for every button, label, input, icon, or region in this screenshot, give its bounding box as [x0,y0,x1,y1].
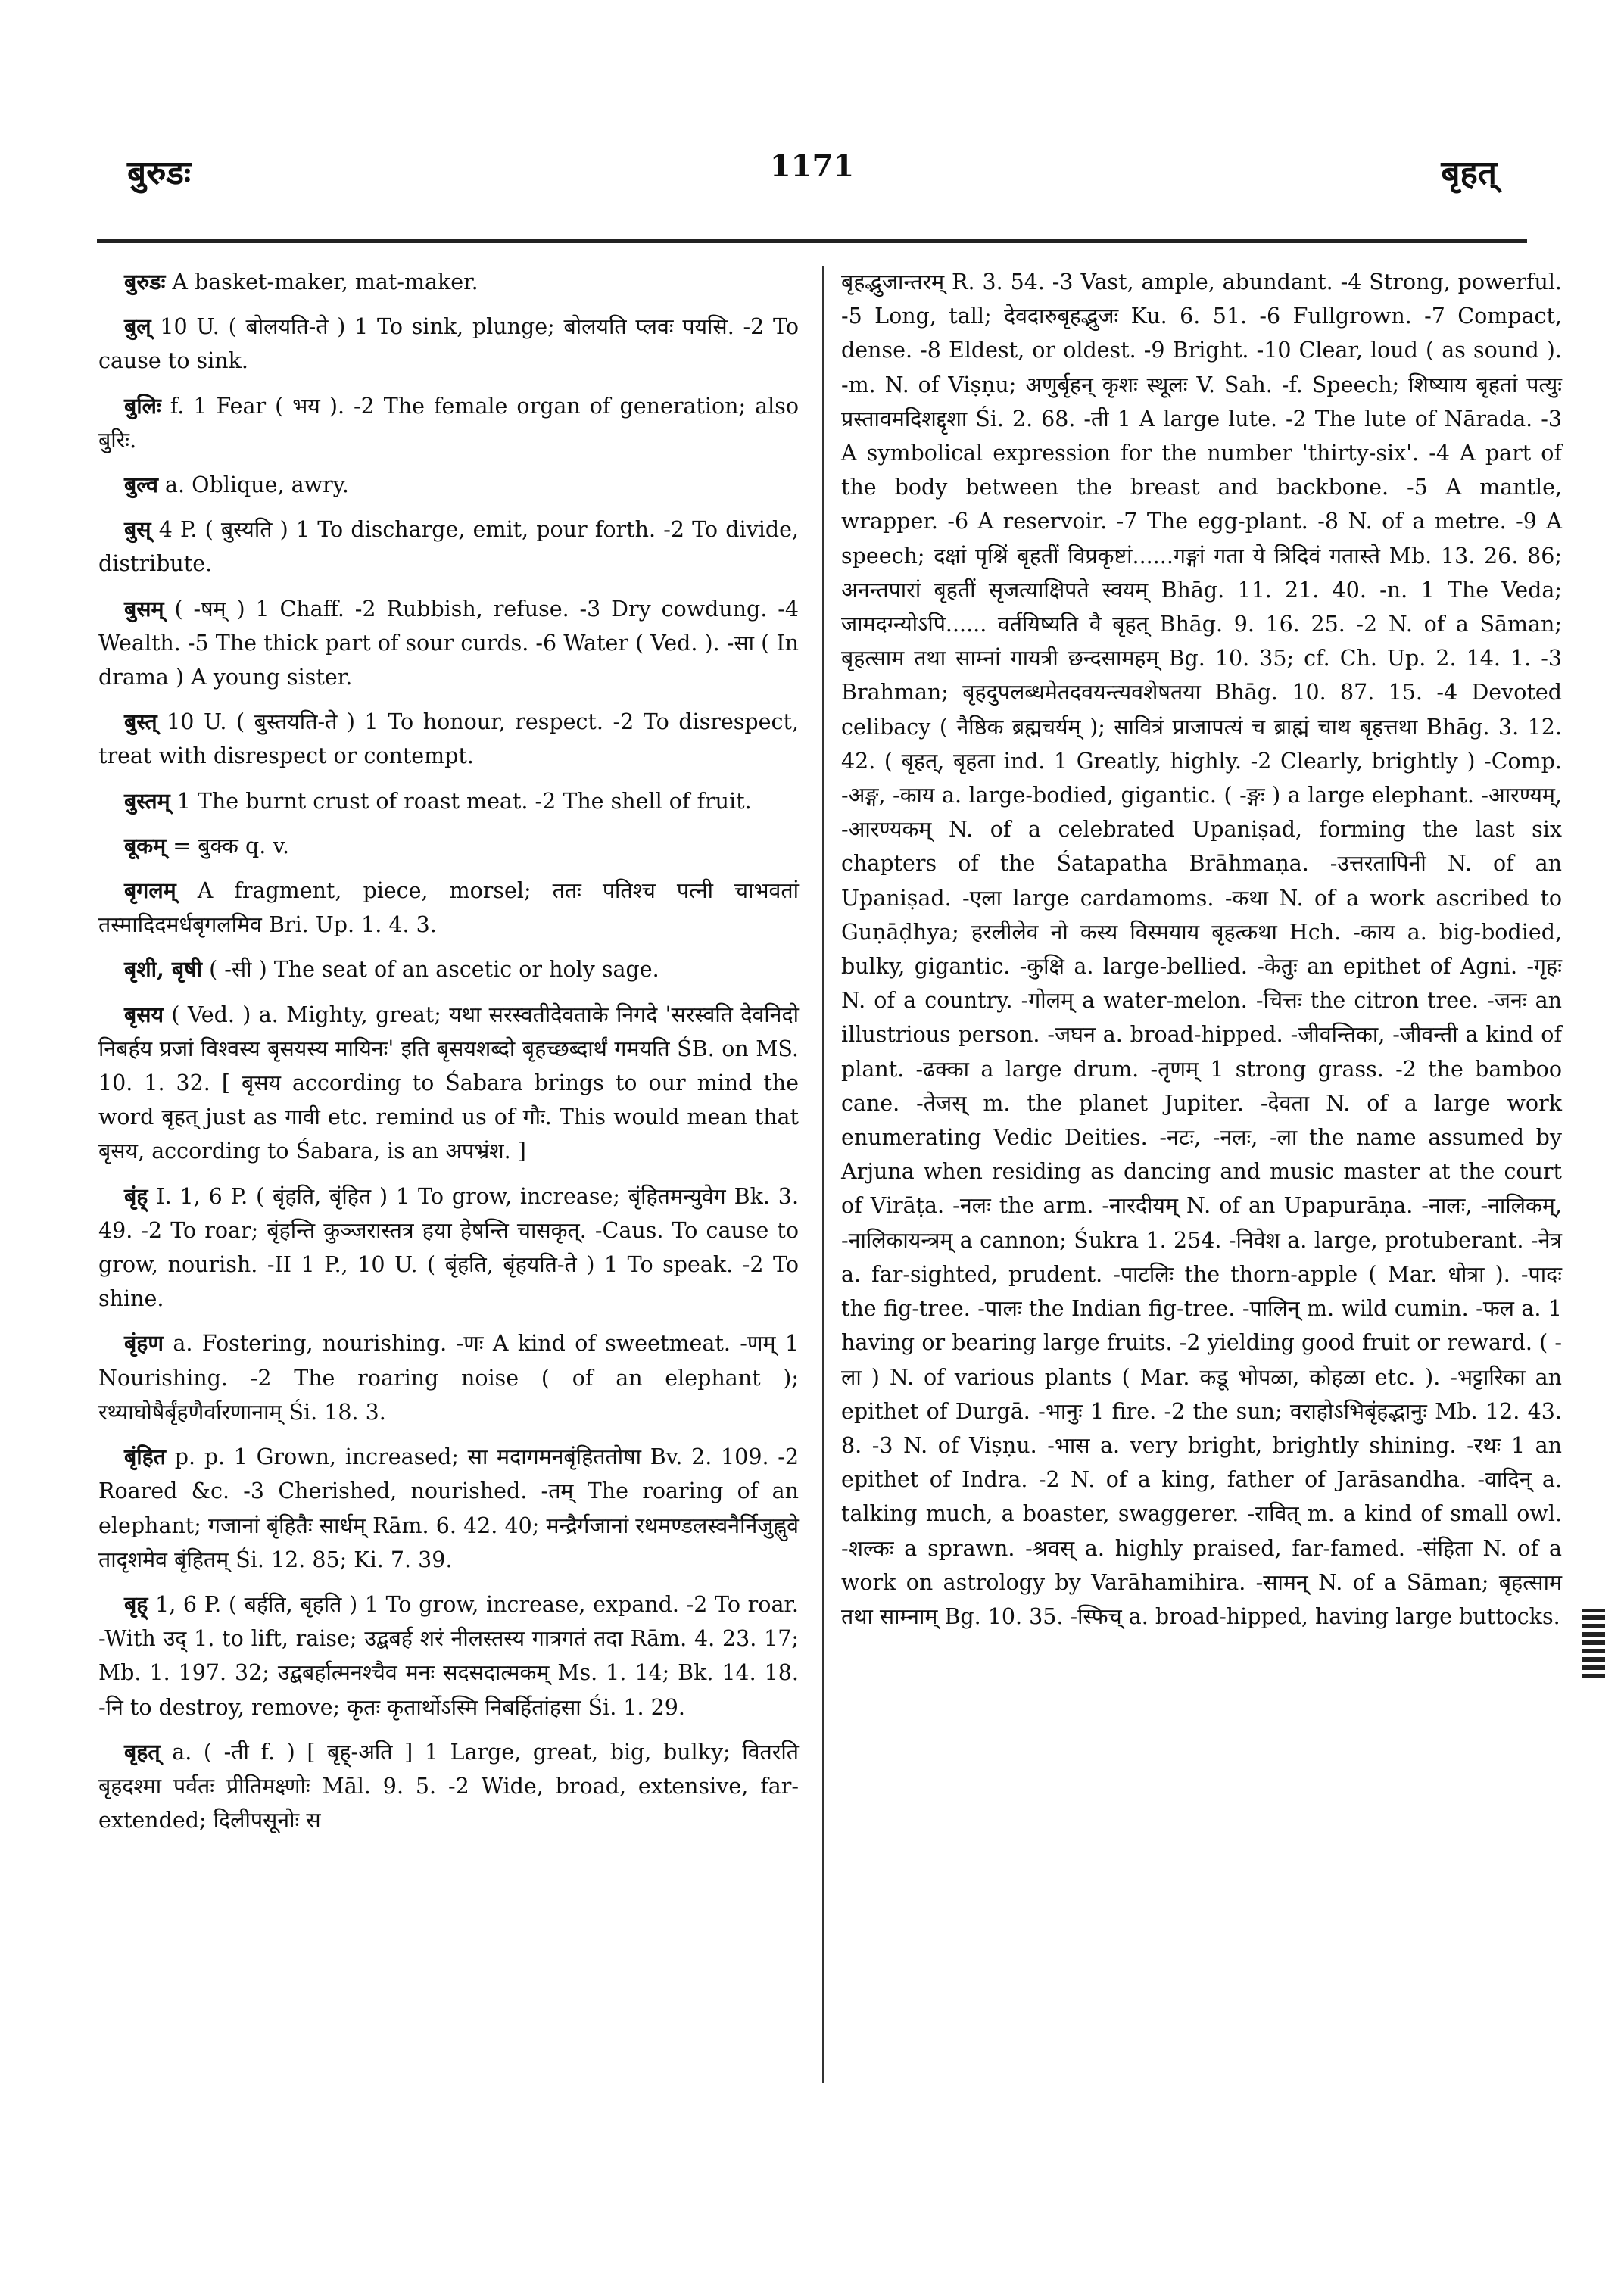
header-left-guide-word: बुरुडः [127,154,191,192]
definition: ( Ved. ) a. Mighty, great; यथा सरस्वतीदेवताके निगदे 'सरस्वति देवनिदो निबर्हय प्रजां विश्वस्य बृसयस्य मायिनः' इति बृसयशब्दो बृहच्छब्दार्थं गमयति ŚB. on MS. 10. 1. 32. [ बृसय according to Śabara brings to our mind the word बृहत् just as गावी etc. remind us of गौः. This would mean that बृसय, according to Śabara, is an अपभ्रंश. ] [98,1002,799,1164]
definition: a. Oblique, awry. [157,472,349,498]
dictionary-entry [98,784,799,818]
headword: बुस् [124,516,151,543]
page-number: 1171 [769,148,855,184]
definition: p. p. 1 Grown, increased; सा मदागमनबृंहिततोषा Bv. 2. 109. -2 Roared &c. -3 Cherished, nourished. -तम् The roaring of an elephant; गजानां बृंहितैः सार्धम् Rām. 6. 42. 40; मन्द्रैर्गजानां रथमण्डलस्वनैर्निजुह्नुवे तादृशमेव बृंहितम् Śi. 12. 85; Ki. 7. 39. [98,1444,799,1572]
headword: बुरुडः [124,269,166,294]
entry-continuation: बृहद्भुजान्तरम् R. 3. 54. -3 Vast, ample, abundant. -4 Strong, powerful. -5 Long, tall; देवदारुबृहद्भुजः Ku. 6. 51. -6 Fullgrown. -7 Compact, dense. -8 Eldest, or oldest. -9 Bright. -10 Clear, loud ( as sound ). -m. N. of Viṣṇu; अणुर्बृहन् कृशः स्थूलः V. Sah. -f. Speech; शिष्याय बृहतां पत्युः प्रस्तावमदिशद्दृशा Śi. 2. 68. -ती 1 A large lute. -2 The lute of Nārada. -3 A symbolical expression for the number 'thirty-six'. -4 A part of the body between the breast and backbone. -5 A mantle, wrapper. -6 A reservoir. -7 The egg-plant. -8 N. of a metre. -9 A speech; दक्षां पृश्निं बृहतीं विप्रकृष्टां......गङ्गां गता ये त्रिदिवं गतास्ते Mb. 13. 26. 86; अनन्तपारां बृहतीं सृजत्याक्षिपते स्वयम् Bhāg. 11. 21. 40. -n. 1 The Veda; जामदग्न्योऽपि...... वर्तयिष्यति वै बृहत् Bhāg. 9. 16. 25. -2 N. of a Sāman; बृहत्साम तथा साम्नां गायत्री छन्दसामहम् Bg. 10. 35; cf. Ch. Up. 2. 14. 1. -3 Brahman; बृहदुपलब्धमेतदवयन्त्यवशेषतया Bhāg. 10. 87. 15. -4 Devoted celibacy ( नैष्ठिक ब्रह्मचर्यम् ); सावित्रं प्राजापत्यं च ब्राह्मं चाथ बृहत्तथा Bhāg. 3. 12. 42. ( बृहत्, बृहता ind. 1 Greatly, highly. -2 Clearly, brightly ) -Comp. -अङ्ग, -काय a. large-bodied, gigantic. ( -ङ्गः ) a large elephant. -आरण्यम्, -आरण्यकम् N. of a celebrated Upaniṣad, forming the last six chapters of the Śatapatha Brāhmaṇa. -उत्तरतापिनी N. of an Upaniṣad. -एला large cardamoms. -कथा N. of a work ascribed to Guṇāḍhya; हरलीलेव नो कस्य विस्मयाय बृहत्कथा Hch. -काय a. big-bodied, bulky, gigantic. -कुक्षि a. large-bellied. -केतुः an epithet of Agni. -गृहः N. of a country. -गोलम् a water-melon. -चित्तः the citron tree. -जनः an illustrious person. -जघन a. broad-hipped. -जीवन्तिका, -जीवन्ती a kind of plant. -ढक्का a large drum. -तृणम् 1 strong grass. -2 the bamboo cane. -तेजस् m. the planet Jupiter. -देवता N. of a large work enumerating Vedic Deities. -नटः, -नलः, -ला the name assumed by Arjuna when residing as dancing and music master at the court of Virāṭa. -नलः the arm. -नारदीयम् N. of an Upapurāṇa. -नालः, -नालिकम्, -नालिकायन्त्रम् a cannon; Śukra 1. 254. -निवेश a. large, protuberant. -नेत्र a. far-sighted, prudent. -पाटलिः the thorn-apple ( Mar. धोत्रा ). -पादः the fig-tree. -पालः the Indian fig-tree. -पालिन् m. wild cumin. -फल a. 1 having or bearing large fruits. -2 yielding good fruit or reward. ( -ला ) N. of various plants ( Mar. कडू भोपळा, कोहळा etc. ). -भट्टारिका an epithet of Durgā. -भानुः 1 fire. -2 the sun; वराहोऽभिबृंहद्भानुः Mb. 12. 43. 8. -3 N. of Viṣṇu. -भास a. very bright, brightly shining. -रथः 1 an epithet of Indra. -2 N. of a king, father of Jarāsandha. -वादिन् a. talking much, a boaster, swaggerer. -रावित् m. a kind of small owl. -शल्कः a sprawn. -श्रवस् a. highly praised, far-famed. -संहिता N. of a work on astrology by Varāhamihira. -सामन् N. of a Sāman; बृहत्साम तथा साम्नाम् Bg. 10. 35. -स्फिच् a. broad-hipped, having large buttocks. [841,269,1562,1629]
headword: बृंहण [124,1330,164,1357]
right-column [841,265,1562,1644]
definition: 10 U. ( बुस्तयति-ते ) 1 To honour, respect. -2 To disrespect, treat with disrespect or contempt. [98,709,799,769]
definition: I. 1, 6 P. ( बृंहति, बृंहित ) 1 To grow, increase; बृंहितमन्युवेग Bk. 3. 49. -2 To roar; बृंहन्ति कुञ्जरास्तत्र हया हेषन्ति चासकृत्. -Caus. To cause to grow, nourish. -II 1 P., 10 U. ( बृंहति, बृंहयति-ते ) 1 To speak. -2 To shine. [98,1183,799,1312]
header-right-guide-word: बृहत् [1441,154,1497,192]
dictionary-entry [98,1326,799,1429]
dictionary-entry [98,592,799,695]
dictionary-entry [98,1587,799,1724]
headword: बृहत् [124,1738,161,1765]
definition: A fragment, piece, morsel; ततः पतिश्च पत्नी चाभवतां तस्मादिदमर्धबृगलमिव Bri. Up. 1. 4. 3. [98,878,799,938]
headword: बुसम् [124,595,164,622]
dictionary-entry [98,998,799,1169]
dictionary-entry [98,468,799,502]
left-column [98,265,799,1848]
definition: ( -सी ) The seat of an ascetic or holy sage. [202,957,659,983]
dictionary-entry [98,1440,799,1577]
headword: बुस्त् [124,709,157,735]
definition: 10 U. ( बोलयति-ते ) 1 To sink, plunge; बोलयति प्लवः पयसि. -2 To cause to sink. [98,314,799,374]
headword: बूकम् [124,832,167,858]
headword: बुल् [124,313,151,340]
definition: a. Fostering, nourishing. -णः A kind of sweetmeat. -णम् 1 Nourishing. -2 The roaring noise ( of an elephant ); रथ्याघोषैर्बृंहणैर्वारणानाम् Śi. 18. 3. [98,1331,799,1425]
headword: बृंह् [124,1182,148,1209]
dictionary-entry [98,1735,799,1838]
definition: = बुक्क q. v. [166,833,290,858]
definition: A basket-maker, mat-maker. [165,269,478,294]
headword: बृंहित [124,1444,167,1470]
header-rule [97,239,1527,243]
page-header [97,148,1527,209]
headword: बृसय [124,1001,164,1027]
column-divider [822,266,824,2083]
definition: 4 P. ( बुस्यति ) 1 To discharge, emit, pour forth. -2 To divide, distribute. [98,517,799,577]
dictionary-entry [98,389,799,457]
headword: बृह् [124,1590,148,1617]
dictionary-entry [98,310,799,378]
headword: बृशी, बृषी [124,956,203,983]
definition: 1 The burnt crust of roast meat. -2 The shell of fruit. [170,788,752,814]
headword: बृगलम् [124,877,176,904]
dictionary-entry [98,512,799,581]
headword: बुस्तम् [124,787,170,814]
dictionary-entry [98,952,799,986]
dictionary-entry [98,1179,799,1316]
dictionary-entry [98,705,799,773]
headword: बुल्व [124,472,158,498]
dictionary-entry [98,829,799,863]
definition: 1, 6 P. ( बर्हति, बृहति ) 1 To grow, increase, expand. -2 To roar. -With उद् 1. to lift, raise; उद्बबर्ह शरं नीलस्तस्य गात्रगतं तदा Rām. 4. 23. 17; Mb. 1. 197. 32; उद्बबर्हात्मनश्चैव मनः सदसदात्मकम् Ms. 1. 14; Bk. 14. 18. -नि to destroy, remove; कृतः कृतार्थोऽस्मि निबर्हितांहसा Śi. 1. 29. [98,1591,799,1720]
definition: ( -षम् ) 1 Chaff. -2 Rubbish, refuse. -3 Dry cowdung. -4 Wealth. -5 The thick part of sour curds. -6 Water ( Ved. ). -सा ( In drama ) A young sister. [98,596,799,690]
definition: a. ( -ती f. ) [ बृह्-अति ] 1 Large, great, big, bulky; वितरति बृहदश्मा पर्वतः प्रीतिमक्ष्णोः Māl. 9. 5. -2 Wide, broad, extensive, far-extended; दिलीपसूनोः स [98,1739,799,1833]
dictionary-entry [98,874,799,942]
thumb-index-mark [1582,1609,1605,1678]
dictionary-entry [98,265,799,299]
headword: बुलिः [124,392,161,419]
definition: f. 1 Fear ( भय ). -2 The female organ of generation; also बुरिः. [98,393,799,453]
